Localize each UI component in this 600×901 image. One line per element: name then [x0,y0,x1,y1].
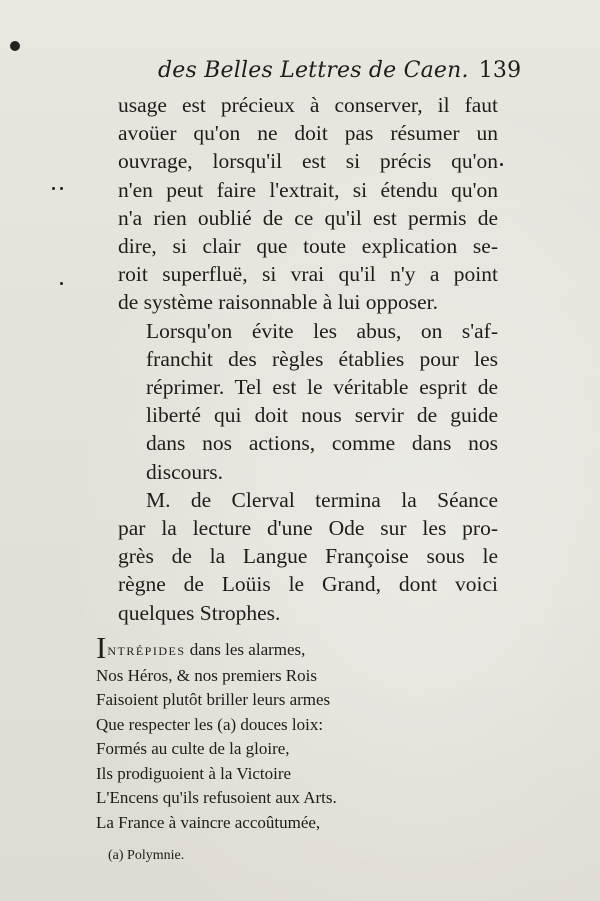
verse-line: Ils prodiguoient à la Victoire [96,763,292,783]
text-line: Lorsqu'on évite les abus, on s'af- [146,318,498,343]
text-line: dire, si clair que toute explication se- [118,234,498,259]
running-header [158,58,521,83]
verse-line: Nos Héros, & nos premiers Rois [96,665,317,685]
text-line: n'en peut faire l'extrait, si étendu qu'on [118,177,498,202]
running-title: des Belles Lettres de Caen. [158,58,469,83]
text-line: usage est précieux à conserver, il faut [118,93,498,117]
text-line: M. de Clerval termina la Séance [146,487,498,512]
body-text [118,91,498,627]
text-line: franchit des règles établies pour les [146,346,498,371]
text-line: avoüer qu'on ne doit pas résumer un [118,121,498,146]
verse-line: La France à vaincre accoûtumée, [96,812,321,832]
ink-spot [10,41,20,51]
text-line: ouvrage, lorsqu'il est si précis qu'on [118,149,498,174]
ink-speck [500,163,503,166]
text-line: discours. [146,459,224,484]
verse-line: Faisoient plutôt briller leurs armes [96,690,331,709]
footnote: (a) Polymnie. [108,848,185,863]
ink-speck [60,282,63,285]
ink-speck [52,187,55,190]
drop-cap: I [96,630,107,665]
paragraph [118,486,498,627]
verse-line: L'Encens qu'ils refusoient aux Arts. [96,788,337,807]
text-line: roit superfluë, si vrai qu'il n'y a point [118,262,498,287]
text-line: n'a rien oublié de ce qu'il est permis de [118,205,498,230]
small-caps-word: NTRÉPIDES [107,644,186,658]
paragraph [118,317,498,486]
verse-line: Formés au culte de la gloire, [96,739,290,758]
page-number: 139 [478,58,522,83]
text-line: grès de la Langue Françoise sous le [118,544,498,569]
verse-text: dans les alarmes, [189,640,306,659]
text-line: règne de Loüis le Grand, dont voici [118,572,498,597]
text-line: dans nos actions, comme dans nos [146,431,498,456]
verse-line [96,630,436,665]
ink-speck [60,187,63,190]
text-line: de système raisonnable à lui opposer. [118,290,439,315]
text-line: réprimer. Tel est le véritable esprit de [146,375,498,400]
paragraph [118,91,498,317]
ode-strophe [96,630,436,835]
text-line: liberté qui doit nous servir de guide [146,403,498,428]
verse-line: Que respecter les (a) douces loix: [96,714,324,734]
text-line: quelques Strophes. [118,600,281,625]
text-line: par la lecture d'une Ode sur les pro- [118,516,498,541]
